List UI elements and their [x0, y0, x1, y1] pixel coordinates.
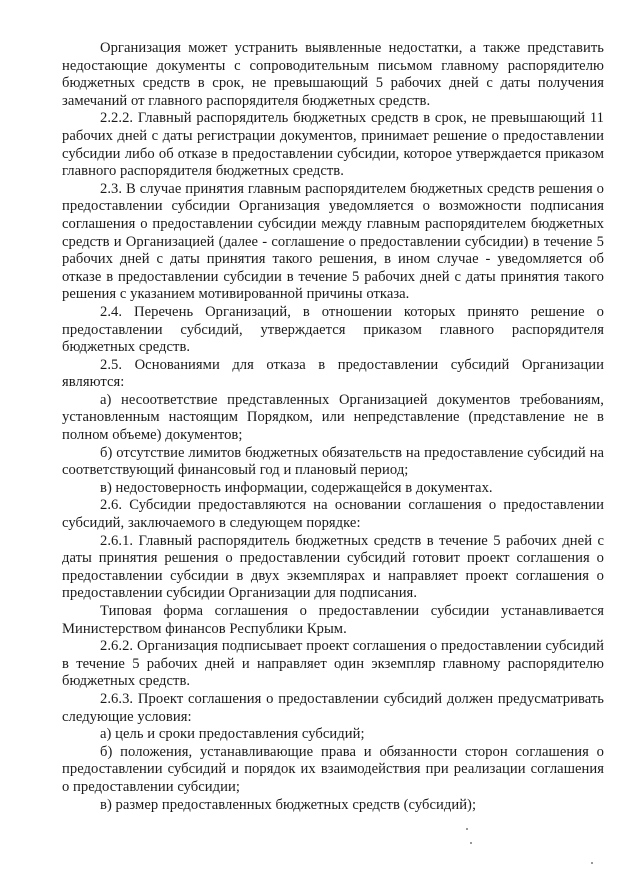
list-item-a: а) несоответствие представленных Организацией документов требованиям, установленным настоящим Порядком, или непредставление (представление не в полном объеме) документов;	[62, 391, 604, 444]
condition-item-b: б) положения, устанавливающие права и обязанности сторон соглашения о предоставлении субсидий и порядок их взаимодействия при реализации соглашения о предоставлении субсидии;	[62, 743, 604, 795]
condition-item-a: а) цель и сроки предоставления субсидий;	[100, 726, 365, 743]
scan-speck	[466, 828, 468, 830]
paragraph-1: Организация может устранить выявленные недостатки, а также представить недостающие документы с сопроводительным письмом главному распорядителю бюджетных средств в срок, не превышающий 5 рабочих дней с даты получения замечаний от главного распорядителя бюджетных средств.	[62, 40, 604, 109]
list-item-b: б) отсутствие лимитов бюджетных обязательств на предоставление субсидий на соответствующий финансовый год и плановый период;	[62, 444, 604, 479]
paragraph-2-2-2: 2.2.2. Главный распорядитель бюджетных средств в срок, не превышающий 11 рабочих дней с даты регистрации документов, принимает решение о предоставлении субсидии либо об отказе в предоставлении субсидии, которое утверждается приказом главного распорядителя бюджетных средств.	[62, 110, 604, 180]
scan-speck	[470, 842, 472, 844]
paragraph-2-3: 2.3. В случае принятия главным распорядителем бюджетных средств решения о предоставлении субсидии Организация уведомляется о возможности подписания соглашения о предоставлении субсидии между главным распорядителем бюджетных средств и Организацией (далее - соглашение о предоставлении субсидии) в течение 5 рабочих дней с даты принятия такого решения, в ином случае - уведомляется об отказе в предоставлении субсидии в течение 5 рабочих дней с даты принятия такого решения с указанием мотивированной причины отказа.	[62, 180, 604, 303]
paragraph-2-6-1: 2.6.1. Главный распорядитель бюджетных средств в течение 5 рабочих дней с даты принятия решения о предоставлении субсидий готовит проект соглашения о предоставлении субсидии в двух экземплярах и направляет проект соглашения о предоставлении субсидии Организации для подписания.	[62, 532, 604, 602]
list-item-v: в) недостоверность информации, содержащейся в документах.	[100, 479, 493, 496]
condition-item-v: в) размер предоставленных бюджетных средств (субсидий);	[100, 796, 477, 813]
scan-speck	[591, 862, 593, 864]
paragraph-2-5: 2.5. Основаниями для отказа в предоставлении субсидий Организации являются:	[62, 356, 604, 391]
paragraph-typical-form: Типовая форма соглашения о предоставлении субсидии устанавливается Министерством финансов Республики Крым.	[62, 603, 604, 637]
paragraph-2-6: 2.6. Субсидии предоставляются на основании соглашения о предоставлении субсидий, заключаемого в следующем порядке:	[62, 497, 604, 532]
paragraph-2-6-3: 2.6.3. Проект соглашения о предоставлении субсидий должен предусматривать следующие условия:	[62, 690, 604, 725]
paragraph-2-4: 2.4. Перечень Организаций, в отношении которых принято решение о предоставлении субсидий, утверждается приказом главного распорядителя бюджетных средств.	[62, 303, 604, 356]
paragraph-2-6-2: 2.6.2. Организация подписывает проект соглашения о предоставлении субсидий в течение 5 рабочих дней и направляет один экземпляр главному распорядителю бюджетных средств.	[62, 638, 604, 690]
